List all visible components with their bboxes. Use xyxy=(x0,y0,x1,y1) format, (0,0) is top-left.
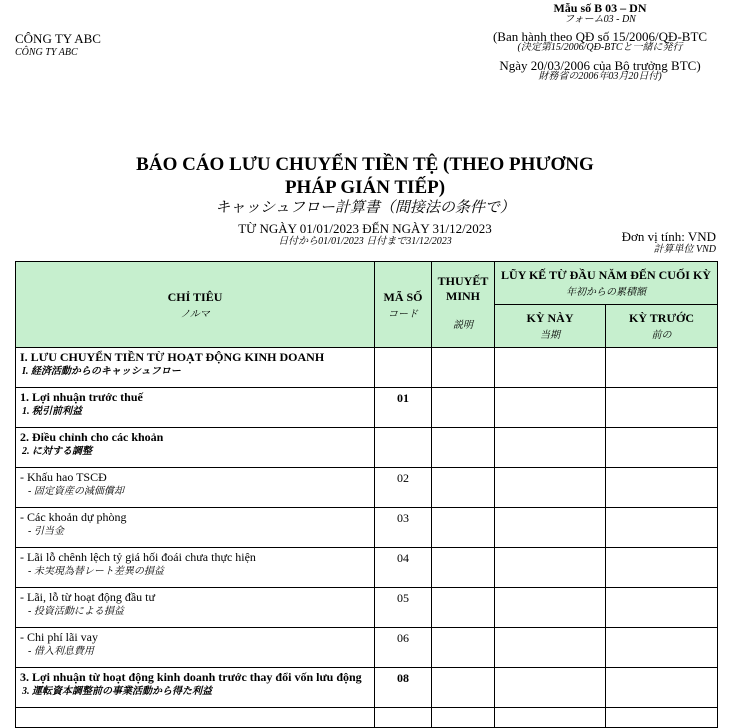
report-period xyxy=(200,222,530,248)
form-issued: (Ban hành theo QĐ số 15/2006/QĐ-BTC xyxy=(492,29,708,44)
cash-flow-table xyxy=(15,261,718,728)
header-previous-period: KỲ TRƯỚC 前の xyxy=(606,305,718,348)
form-code-jp: フォーム03 - DN xyxy=(564,14,636,25)
form-date-jp: 財務省の2006年03月20日付) xyxy=(538,71,662,82)
header-cumulative: LŨY KẾ TỪ ĐẦU NĂM ĐẾN CUỐI KỲ 年初からの累積額 xyxy=(495,262,718,305)
table-row: - Chi phí lãi vay - 借入利息費用 06 xyxy=(16,628,718,668)
form-issued-jp: (決定第15/2006/QĐ-BTCと一緒に発行 xyxy=(517,42,683,53)
header-indicator: CHỈ TIÊU ノルマ xyxy=(16,262,375,348)
table-row: 1. Lợi nhuận trước thuế 1. 税引前利益 01 xyxy=(16,388,718,428)
form-date: Ngày 20/03/2006 của Bộ trưởng BTC) xyxy=(499,58,701,73)
table-row: - Lãi lỗ chênh lệch tỷ giá hối đoái chưa thực hiện - 未実現為替レート差異の損益 04 xyxy=(16,548,718,588)
table-row: 2. Điều chỉnh cho các khoản 2. に対する調整 xyxy=(16,428,718,468)
currency-unit-vi: Đơn vị tính: VND xyxy=(621,229,716,244)
header-code: MÃ SỐ コード xyxy=(375,262,432,348)
table-row xyxy=(16,708,718,728)
company-name-jp: CÔNG TY ABC xyxy=(15,47,78,58)
report-period-jp: 日付から01/01/2023 日付まで31/12/2023 xyxy=(278,236,452,247)
form-info xyxy=(460,2,740,82)
report-title-line1: BÁO CÁO LƯU CHUYỂN TIỀN TỆ (THEO PHƯƠNG xyxy=(136,154,594,175)
header-note: THUYẾT MINH 説明 xyxy=(432,262,495,348)
form-code: Mẫu số B 03 – DN xyxy=(553,1,647,15)
table-row: - Các khoản dự phòng - 引当金 03 xyxy=(16,508,718,548)
company-name: CÔNG TY ABC xyxy=(15,31,101,46)
currency-unit-jp: 計算単位 VND xyxy=(653,244,716,255)
table-row: 3. Lợi nhuận từ hoạt động kinh doanh trước thay đổi vốn lưu động 3. 運転資本調整前の事業活動から得た利益 08 xyxy=(16,668,718,708)
header-current-period: KỲ NÀY 当期 xyxy=(495,305,606,348)
table-row: - Khấu hao TSCĐ - 固定資産の減価償却 02 xyxy=(16,468,718,508)
company-block xyxy=(15,32,101,60)
report-title-line2: PHÁP GIÁN TIẾP) xyxy=(284,177,446,198)
report-title-jp: キャッシュフロー計算書（間接法の条件で） xyxy=(215,198,515,216)
table-row: - Lãi, lỗ từ hoạt động đầu tư - 投資活動による損益 05 xyxy=(16,588,718,628)
currency-unit xyxy=(622,230,716,256)
report-period-vi: TỪ NGÀY 01/01/2023 ĐẾN NGÀY 31/12/2023 xyxy=(238,221,492,236)
table-row: I. LƯU CHUYỂN TIỀN TỪ HOẠT ĐỘNG KINH DOANH I. 経済活動からのキャッシュフロー xyxy=(16,348,718,388)
report-title xyxy=(110,153,620,199)
